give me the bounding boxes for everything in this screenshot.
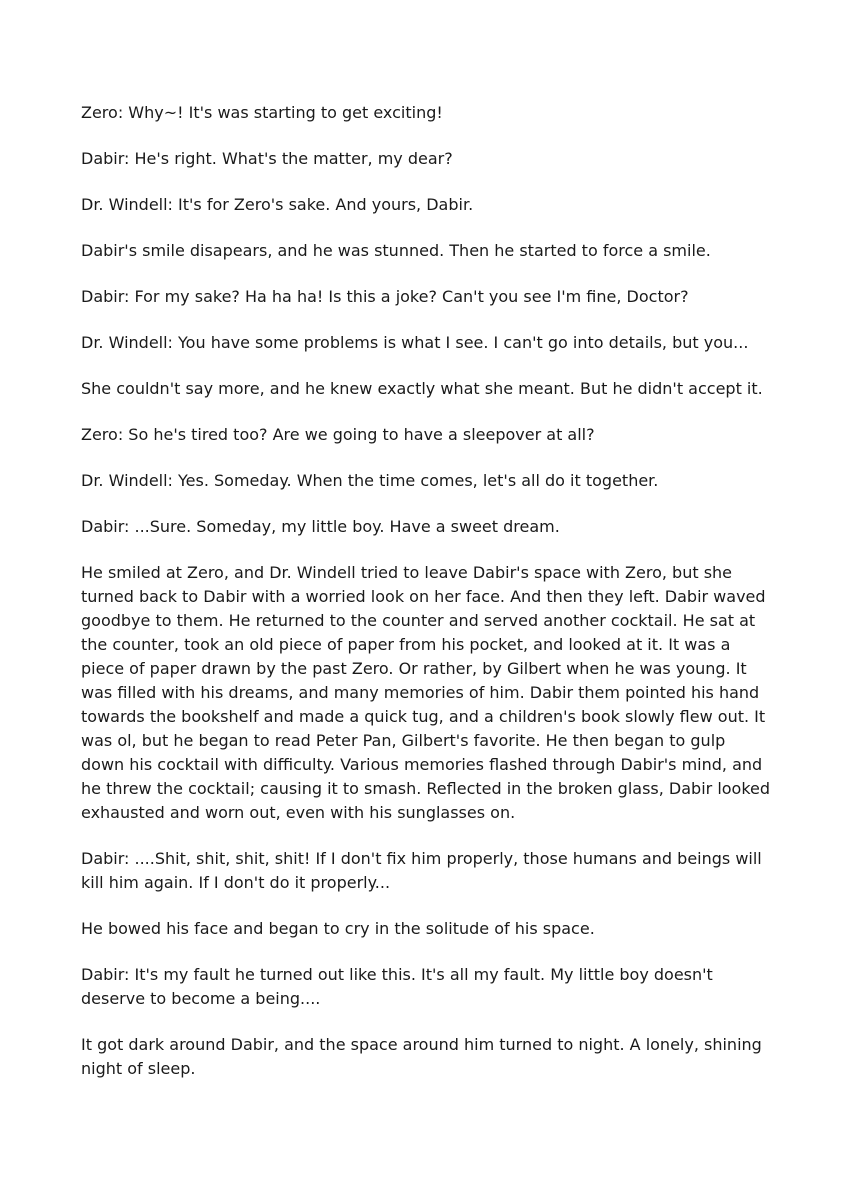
dialogue-line: Dabir: ...Sure. Someday, my little boy. Have a sweet dream. <box>81 517 560 536</box>
narration-paragraph: He smiled at Zero, and Dr. Windell tried to leave Dabir's space with Zero, but she turned back to Dabir with a worried look on her face. And then they left. Dabir waved goodbye to them. He returned to the counter and served another cocktail. He sat at the counter, took an old piece of paper from his pocket, and looked at it. It was a piece of paper drawn by the past Zero. Or rather, by Gilbert when he was young. It was filled with his dreams, and many memories of him. Dabir them pointed his hand towards the bookshelf and made a quick tug, and a children's book slowly flew out. It was ol, but he began to read Peter Pan, Gilbert's favorite. He then began to gulp down his cocktail with difficulty. Various memories flashed through Dabir's mind, and he threw the cocktail; causing it to smash. Reflected in the broken glass, Dabir looked exhausted and worn out, even with his sunglasses on. <box>81 563 771 822</box>
narration-paragraph: He bowed his face and began to cry in the solitude of his space. <box>81 919 595 938</box>
dialogue-line: Dabir: It's my fault he turned out like this. It's all my fault. My little boy doesn't deserve to become a being.... <box>81 965 713 1008</box>
narration-paragraph: It got dark around Dabir, and the space around him turned to night. A lonely, shining night of sleep. <box>81 1035 762 1078</box>
dialogue-line: Zero: So he's tired too? Are we going to have a sleepover at all? <box>81 425 595 444</box>
dialogue-line: Dabir: He's right. What's the matter, my dear? <box>81 149 453 168</box>
dialogue-line: Dr. Windell: It's for Zero's sake. And yours, Dabir. <box>81 195 474 214</box>
narration-paragraph: Dabir's smile disapears, and he was stunned. Then he started to force a smile. <box>81 241 711 260</box>
document-body <box>81 101 771 1103</box>
dialogue-line: Zero: Why~! It's was starting to get exciting! <box>81 103 443 122</box>
narration-paragraph: She couldn't say more, and he knew exactly what she meant. But he didn't accept it. <box>81 379 763 398</box>
dialogue-line: Dabir: For my sake? Ha ha ha! Is this a joke? Can't you see I'm fine, Doctor? <box>81 287 689 306</box>
dialogue-line: Dr. Windell: Yes. Someday. When the time comes, let's all do it together. <box>81 471 659 490</box>
dialogue-line: Dabir: ....Shit, shit, shit, shit! If I don't fix him properly, those humans and beings will kill him again. If I don't do it properly... <box>81 849 762 892</box>
dialogue-line: Dr. Windell: You have some problems is what I see. I can't go into details, but you... <box>81 333 749 352</box>
